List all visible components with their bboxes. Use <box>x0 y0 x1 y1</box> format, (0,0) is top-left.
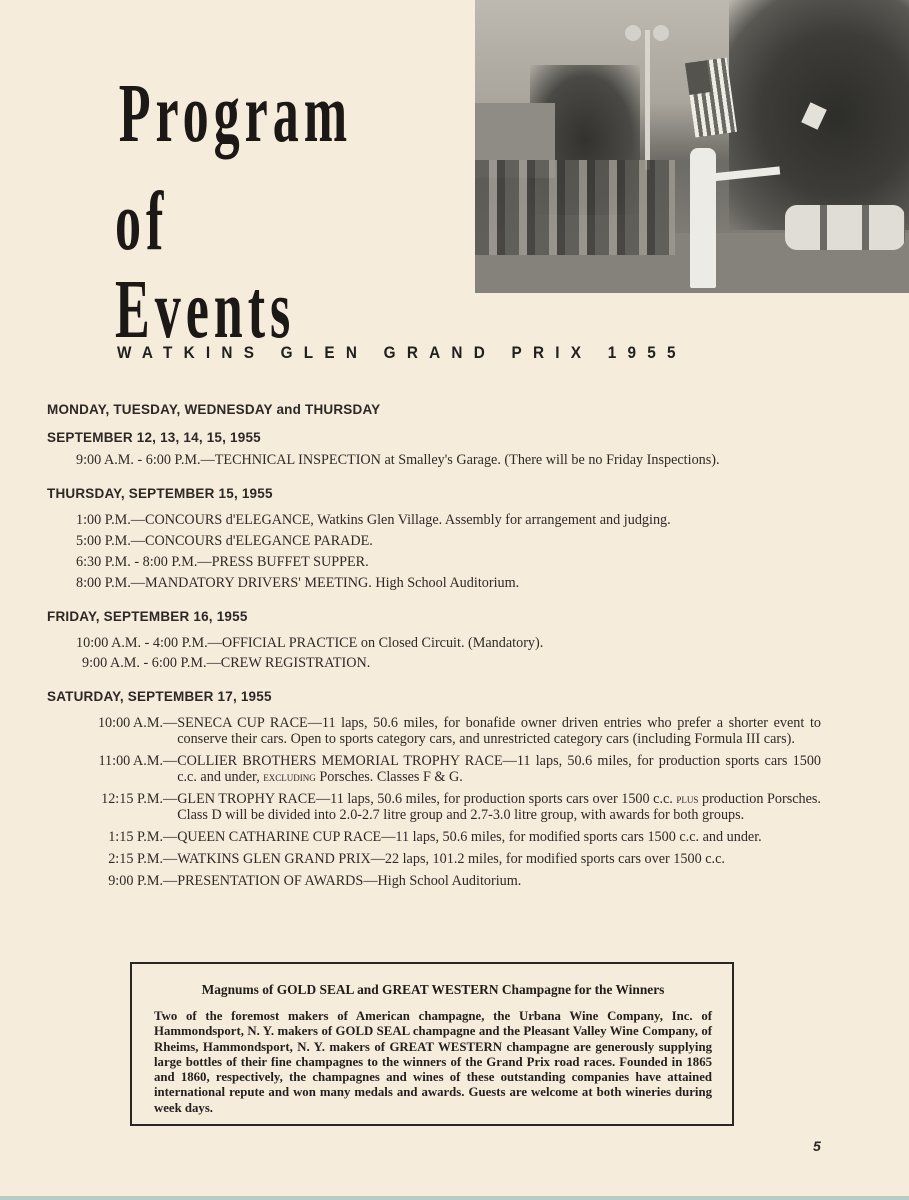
page-number: 5 <box>813 1138 821 1154</box>
schedule-group-mon-thu <box>47 402 837 468</box>
event-time: 9:00 A.M. - 6:00 P.M. <box>82 655 207 671</box>
event-list <box>47 715 837 889</box>
event-row: 10:00 A.M. - 4:00 P.M. — OFFICIAL PRACTICE on Closed Circuit. (Mandatory). <box>76 635 544 651</box>
schedule-group-saturday <box>47 689 837 889</box>
event-time: 11:00 A.M. <box>98 753 163 769</box>
event-title: PRESS BUFFET SUPPER. <box>211 554 369 570</box>
event-title: MANDATORY DRIVERS' MEETING. <box>144 575 372 591</box>
event-time: 10:00 A.M. - 4:00 P.M. <box>76 635 208 651</box>
event-detail: on Closed Circuit. (Mandatory). <box>357 635 544 651</box>
event-detail: —11 laps, 50.6 miles, for bonafide owner driven entries who prefer a shorter event to conserve their cars. Open to sports category cars, and unrestricted category cars (including Formula III cars). <box>177 715 821 747</box>
event-row: 9:00 A.M. - 6:00 P.M. — TECHNICAL INSPECTION at Smalley's Garage. (There will be no Friday Inspections). <box>76 452 720 468</box>
event-row: 5:00 P.M. — CONCOURS d'ELEGANCE PARADE. <box>76 533 373 549</box>
event-title: TECHNICAL INSPECTION <box>214 452 381 468</box>
champagne-notice-body: Two of the foremost makers of American champagne, the Urbana Wine Company, Inc. of Hammondsport, N. Y. makers of GOLD SEAL champagne and the Pleasant Valley Wine Company, of Rheims, Hammondsport, N. Y. makers of GREAT WESTERN champagne are generously supplying large bottles of their fine champagnes to the winners of the Grand Prix road races. Founded in 1865 and 1860, respectively, the champagnes and wines of these outstanding companies have attained international repute and won many medals and awards. Guests are welcome at both wineries during week days. <box>154 1009 712 1115</box>
event-time: 6:30 P.M. - 8:00 P.M. <box>76 554 198 570</box>
event-detail-2: Porsches. Classes F & G. <box>315 769 463 785</box>
event-time: 9:00 A.M. - 6:00 P.M. <box>76 452 201 468</box>
event-detail: Watkins Glen Village. Assembly for arrangement and judging. <box>313 512 671 528</box>
event-row: 11:00 A.M. — COLLIER BROTHERS MEMORIAL TROPHY RACE—11 laps, 50.6 miles, for production sports cars 1500 c.c. and under, excluding Porsches. Classes F & G. <box>47 753 837 785</box>
schedule <box>47 402 837 907</box>
day-heading: FRIDAY, SEPTEMBER 16, 1955 <box>47 609 248 624</box>
event-row: 6:30 P.M. - 8:00 P.M. — PRESS BUFFET SUPPER. <box>76 554 369 570</box>
event-time: 9:00 P.M. <box>108 873 163 889</box>
event-detail: —11 laps, 50.6 miles, for production sports cars 1500 c.c. and under, <box>177 753 822 785</box>
event-detail: —11 laps, 50.6 miles, for production sports cars over 1500 c.c. <box>315 791 677 807</box>
event-time: 10:00 A.M. <box>97 715 163 731</box>
event-emphasis: plus <box>676 791 699 806</box>
photo-lamp <box>653 25 669 41</box>
event-detail: High School Auditorium. <box>371 575 520 591</box>
event-title: QUEEN CATHARINE CUP RACE <box>177 829 382 845</box>
event-list <box>47 512 837 591</box>
event-title: GLEN TROPHY RACE <box>177 791 316 807</box>
event-list <box>47 452 837 468</box>
event-title: CONCOURS d'ELEGANCE PARADE. <box>144 533 373 549</box>
event-time: 5:00 P.M. <box>76 533 131 549</box>
schedule-group-friday <box>47 609 837 671</box>
event-detail: —22 laps, 101.2 miles, for modified sports cars over 1500 c.c. <box>370 851 725 867</box>
day-subheading: SEPTEMBER 12, 13, 14, 15, 1955 <box>47 430 261 445</box>
event-time: 1:15 P.M. <box>108 829 163 845</box>
event-title: OFFICIAL PRACTICE <box>221 635 358 651</box>
schedule-group-thursday <box>47 486 837 591</box>
event-emphasis: excluding <box>263 769 316 784</box>
champagne-notice-box <box>130 962 734 1126</box>
page-title <box>115 67 353 356</box>
event-time: 8:00 P.M. <box>76 575 131 591</box>
event-row: 1:15 P.M. — QUEEN CATHARINE CUP RACE—11 laps, 50.6 miles, for modified sports cars 1500 c.c. and under. <box>47 829 837 845</box>
event-time: 2:15 P.M. <box>108 851 163 867</box>
event-time: 1:00 P.M. <box>76 512 131 528</box>
event-title: PRESENTATION OF AWARDS <box>177 873 364 889</box>
photo-starter <box>690 148 716 288</box>
event-row: 10:00 A.M. — SENECA CUP RACE—11 laps, 50.6 miles, for bonafide owner driven entries who prefer a shorter event to conserve their cars. Open to sports category cars, and unrestricted category cars (including Formula III cars). <box>47 715 837 747</box>
event-title: WATKINS GLEN GRAND PRIX <box>177 851 371 867</box>
event-title: CREW REGISTRATION. <box>220 655 371 671</box>
title-line-1: Program <box>118 67 353 160</box>
event-subtitle: WATKINS GLEN GRAND PRIX 1955 <box>117 343 687 362</box>
photo-lamp <box>625 25 641 41</box>
event-row: 9:00 A.M. - 6:00 P.M. — CREW REGISTRATION. <box>82 655 371 671</box>
champagne-notice-title: Magnums of GOLD SEAL and GREAT WESTERN Champagne for the Winners <box>201 982 665 997</box>
event-row: 12:15 P.M. — GLEN TROPHY RACE—11 laps, 50.6 miles, for production sports cars over 1500 c.c. plus production Porsches. Class D will be divided into 2.0-2.7 litre group and 2.7-3.0 litre group, with awards for both groups. <box>47 791 837 823</box>
day-heading: SATURDAY, SEPTEMBER 17, 1955 <box>47 689 272 704</box>
photo-race-cars <box>785 205 905 250</box>
event-title: COLLIER BROTHERS MEMORIAL TROPHY RACE <box>177 753 503 769</box>
page-edge <box>0 1196 909 1200</box>
event-row: 2:15 P.M. — WATKINS GLEN GRAND PRIX—22 laps, 101.2 miles, for modified sports cars over 1500 c.c. <box>47 851 837 867</box>
event-row: 1:00 P.M. — CONCOURS d'ELEGANCE, Watkins Glen Village. Assembly for arrangement and judging. <box>76 512 671 528</box>
event-detail: at Smalley's Garage. (There will be no Friday Inspections). <box>380 452 720 468</box>
event-title: CONCOURS d'ELEGANCE, <box>144 512 314 528</box>
photo-crowd <box>475 160 675 255</box>
event-time: 12:15 P.M. <box>101 791 163 807</box>
race-start-photo <box>475 0 909 293</box>
day-heading: MONDAY, TUESDAY, WEDNESDAY and THURSDAY <box>47 402 381 417</box>
event-detail: —11 laps, 50.6 miles, for modified sports cars 1500 c.c. and under. <box>381 829 762 845</box>
title-line-2: of Events <box>115 175 296 356</box>
event-title: SENECA CUP RACE <box>177 715 308 731</box>
day-heading: THURSDAY, SEPTEMBER 15, 1955 <box>47 486 273 501</box>
event-row: 9:00 P.M. — PRESENTATION OF AWARDS—High School Auditorium. <box>47 873 837 889</box>
event-row: 8:00 P.M. — MANDATORY DRIVERS' MEETING. High School Auditorium. <box>76 575 520 591</box>
event-detail-2: production Porsches. Class D will be divided into 2.0-2.7 litre group and 2.7-3.0 litre group, with awards for both groups. <box>177 791 821 823</box>
photo-lamp-post <box>645 30 650 170</box>
event-detail: —High School Auditorium. <box>363 873 522 889</box>
event-list <box>47 635 837 671</box>
